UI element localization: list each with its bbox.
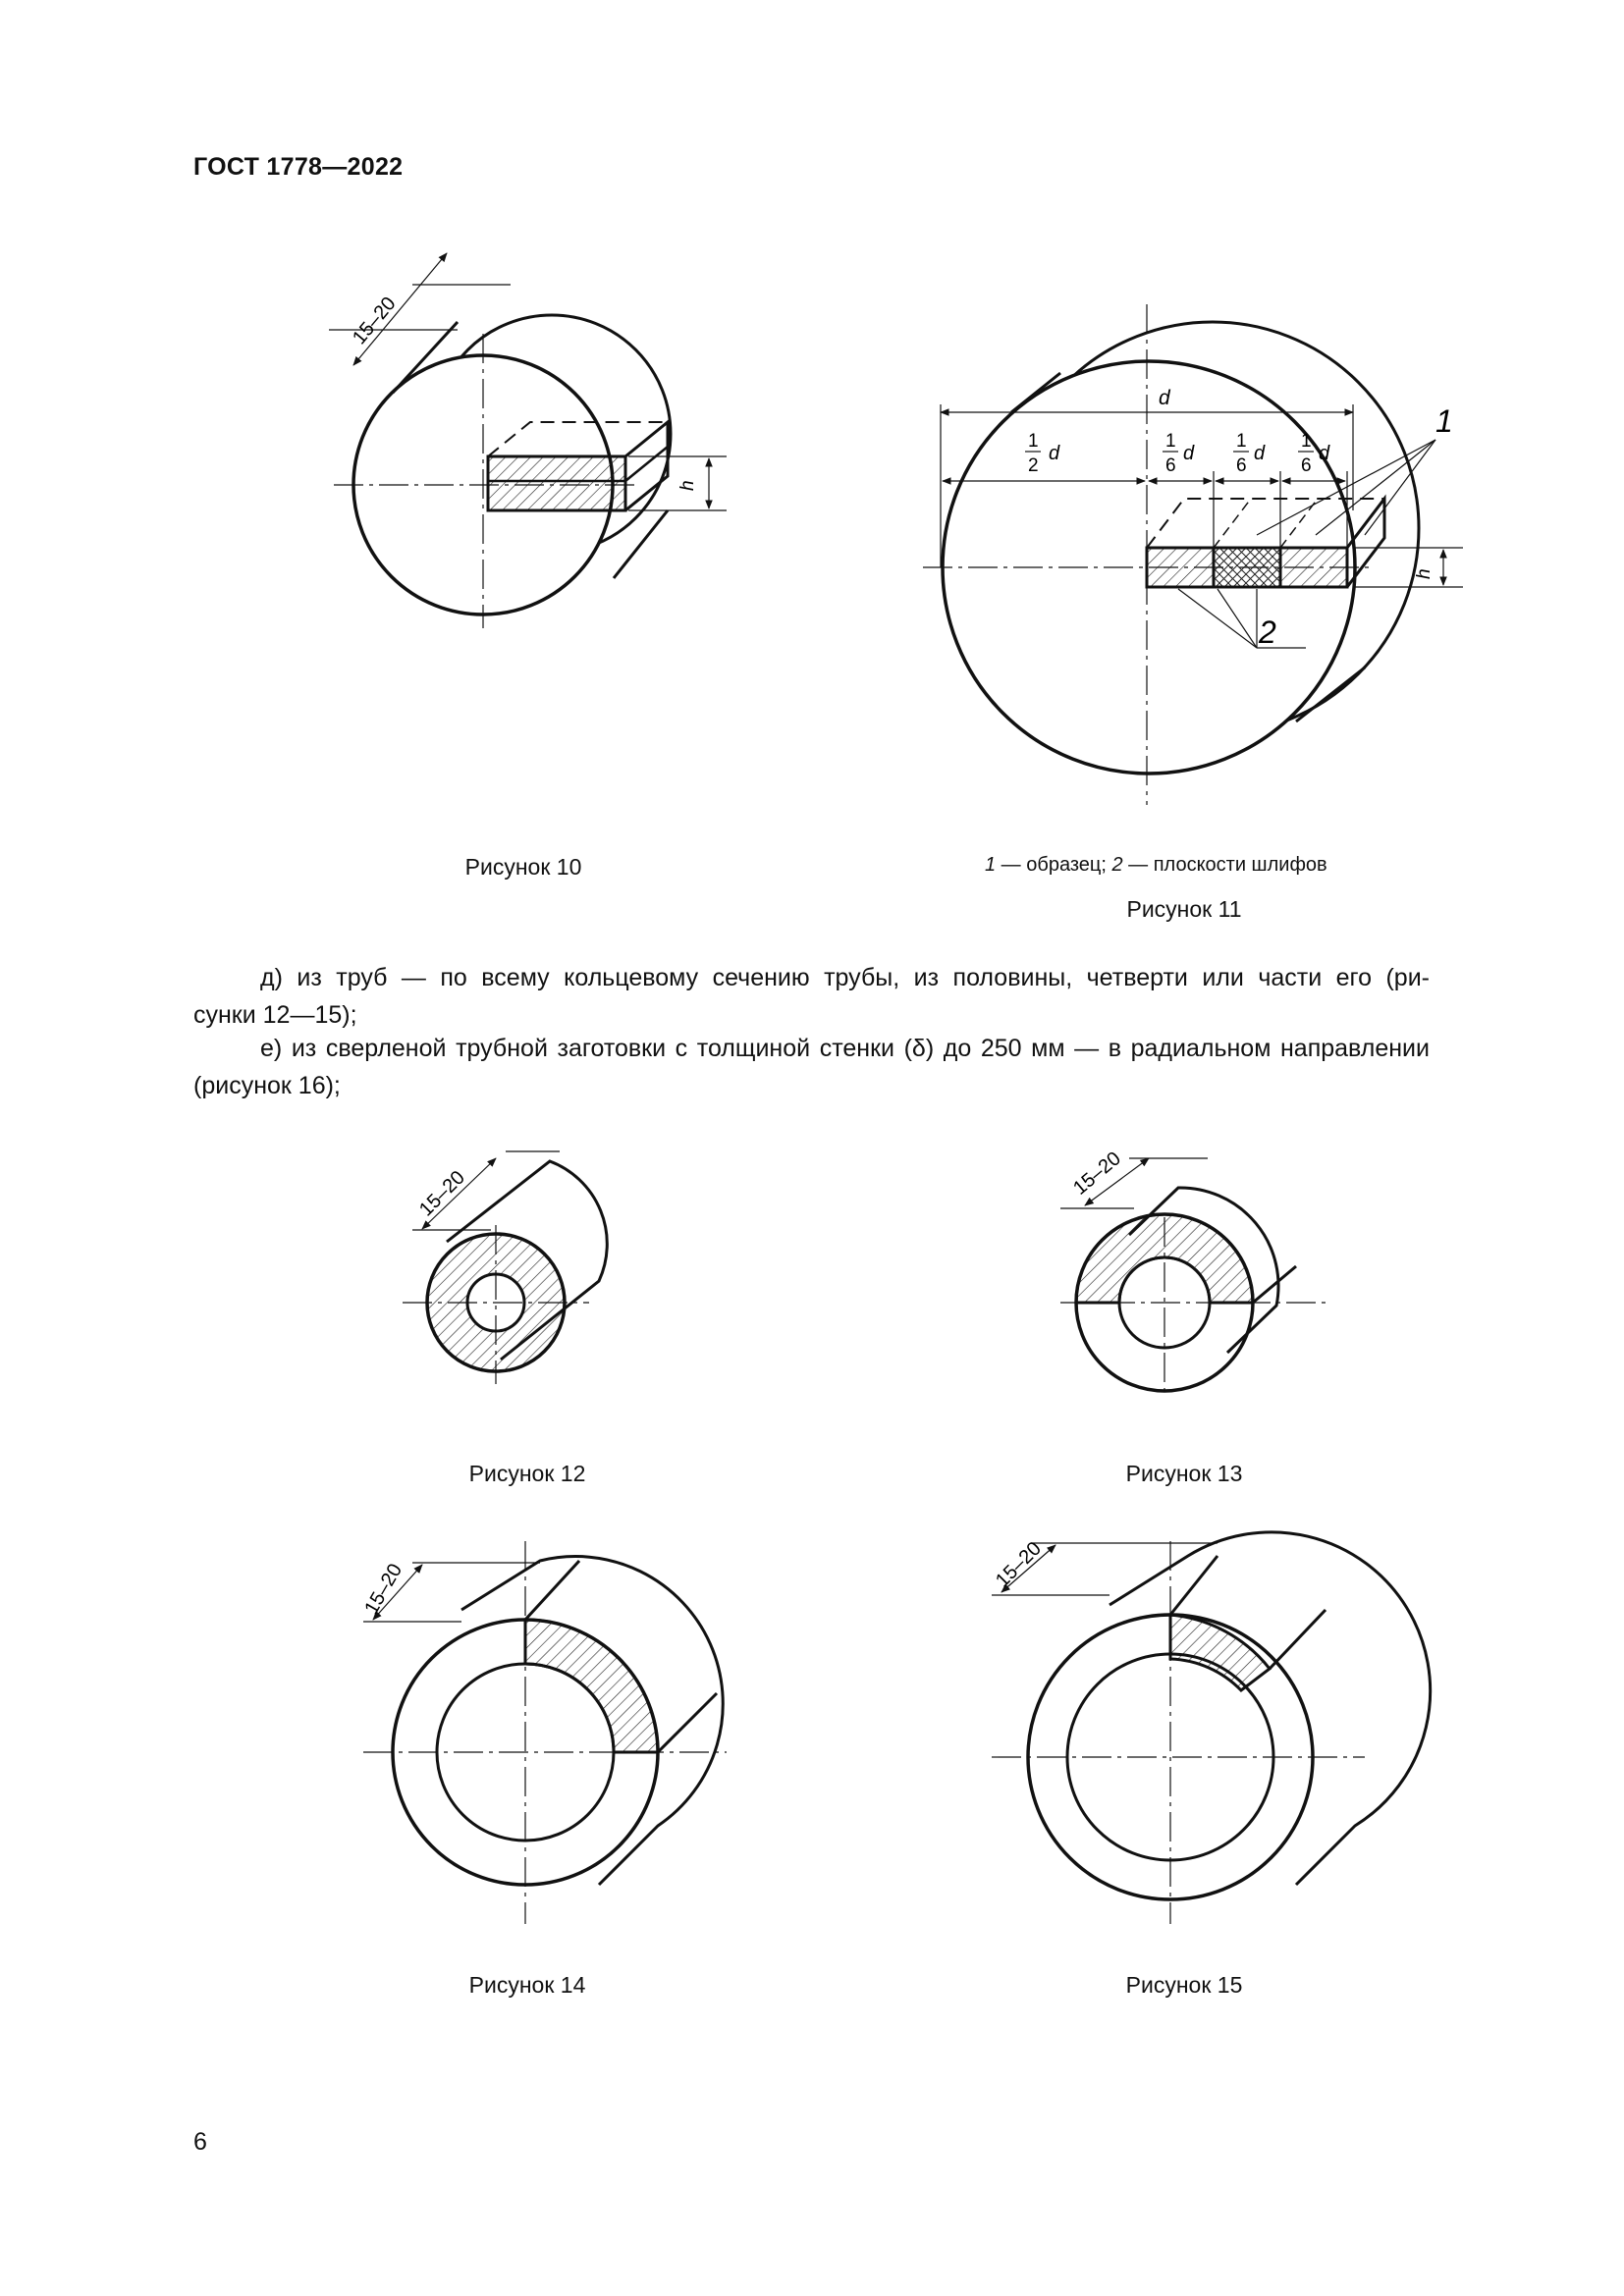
figure-15-drawing [992, 1532, 1431, 1924]
fig10-specimen-section [488, 456, 625, 510]
item-e-line-1: е) из сверленой трубной заготовки с толщиной стенки (δ) до 250 мм — в радиальном направлении [260, 1035, 1430, 1062]
fig11-frac-sixth2-d: d [1254, 443, 1266, 464]
fig14-dim-15-20: 15–20 [360, 1560, 407, 1619]
fig13-dim-15-20: 15–20 [1069, 1148, 1125, 1200]
legend-text-1: — образец; [996, 854, 1112, 876]
figure-11-legend [985, 854, 1327, 877]
paragraph-item-d [193, 959, 1430, 1034]
fig11-frac-half-den: 2 [1028, 455, 1039, 476]
fig11-frac-sixth1-den: 6 [1165, 455, 1176, 476]
page-number: 6 [193, 2128, 207, 2156]
figure-12-caption: Рисунок 12 [468, 1461, 586, 1486]
fig12-dim-15-20: 15–20 [414, 1166, 469, 1221]
fig10-dim-15-20: 15–20 [348, 293, 401, 349]
figure-11-drawing [923, 304, 1463, 805]
fig11-dim-h: h [1414, 568, 1435, 579]
fig15-segment-section [1170, 1615, 1270, 1690]
item-d-line-1: д) из труб — по всему кольцевому сечению трубы, из половины, четверти или части его (ри- [260, 964, 1430, 991]
fig11-frac-sixth3-d: d [1319, 443, 1330, 464]
legend-number-2: 2 [1111, 854, 1123, 876]
fig11-frac-sixth2-den: 6 [1236, 455, 1247, 476]
fig14-quarter-ring-section [525, 1620, 658, 1752]
fig11-frac-sixth1-num: 1 [1165, 431, 1176, 452]
fig10-dim-h: h [677, 480, 698, 491]
fig11-frac-half-d: d [1049, 443, 1060, 464]
figure-11-caption: Рисунок 11 [1126, 896, 1242, 922]
figure-13-drawing [1060, 1158, 1326, 1394]
fig11-frac-sixth3-num: 1 [1301, 431, 1312, 452]
legend-number-1: 1 [985, 854, 997, 876]
paragraph-item-e [193, 1030, 1430, 1104]
figure-10-caption: Рисунок 10 [464, 854, 582, 880]
fig11-frac-sixth1-d: d [1183, 443, 1195, 464]
figure-15-caption: Рисунок 15 [1125, 1972, 1243, 1998]
fig11-dim-d: d [1159, 387, 1170, 409]
item-d-line-2: сунки 12—15); [193, 1001, 357, 1029]
legend-text-2: — плоскости шлифов [1122, 854, 1327, 876]
fig15-dim-15-20: 15–20 [991, 1537, 1046, 1592]
item-e-line-2: (рисунок 16); [193, 1072, 341, 1099]
fig11-callout-1: 1 [1435, 403, 1453, 439]
figure-14-caption: Рисунок 14 [468, 1972, 586, 1998]
fig11-callout-2: 2 [1259, 614, 1276, 650]
fig11-frac-sixth3-den: 6 [1301, 455, 1312, 476]
document-header: ГОСТ 1778—2022 [193, 153, 404, 181]
figure-13-caption: Рисунок 13 [1125, 1461, 1243, 1486]
fig11-frac-sixth2-num: 1 [1236, 431, 1247, 452]
figure-14-drawing [363, 1541, 727, 1924]
fig11-frac-half-num: 1 [1028, 431, 1039, 452]
